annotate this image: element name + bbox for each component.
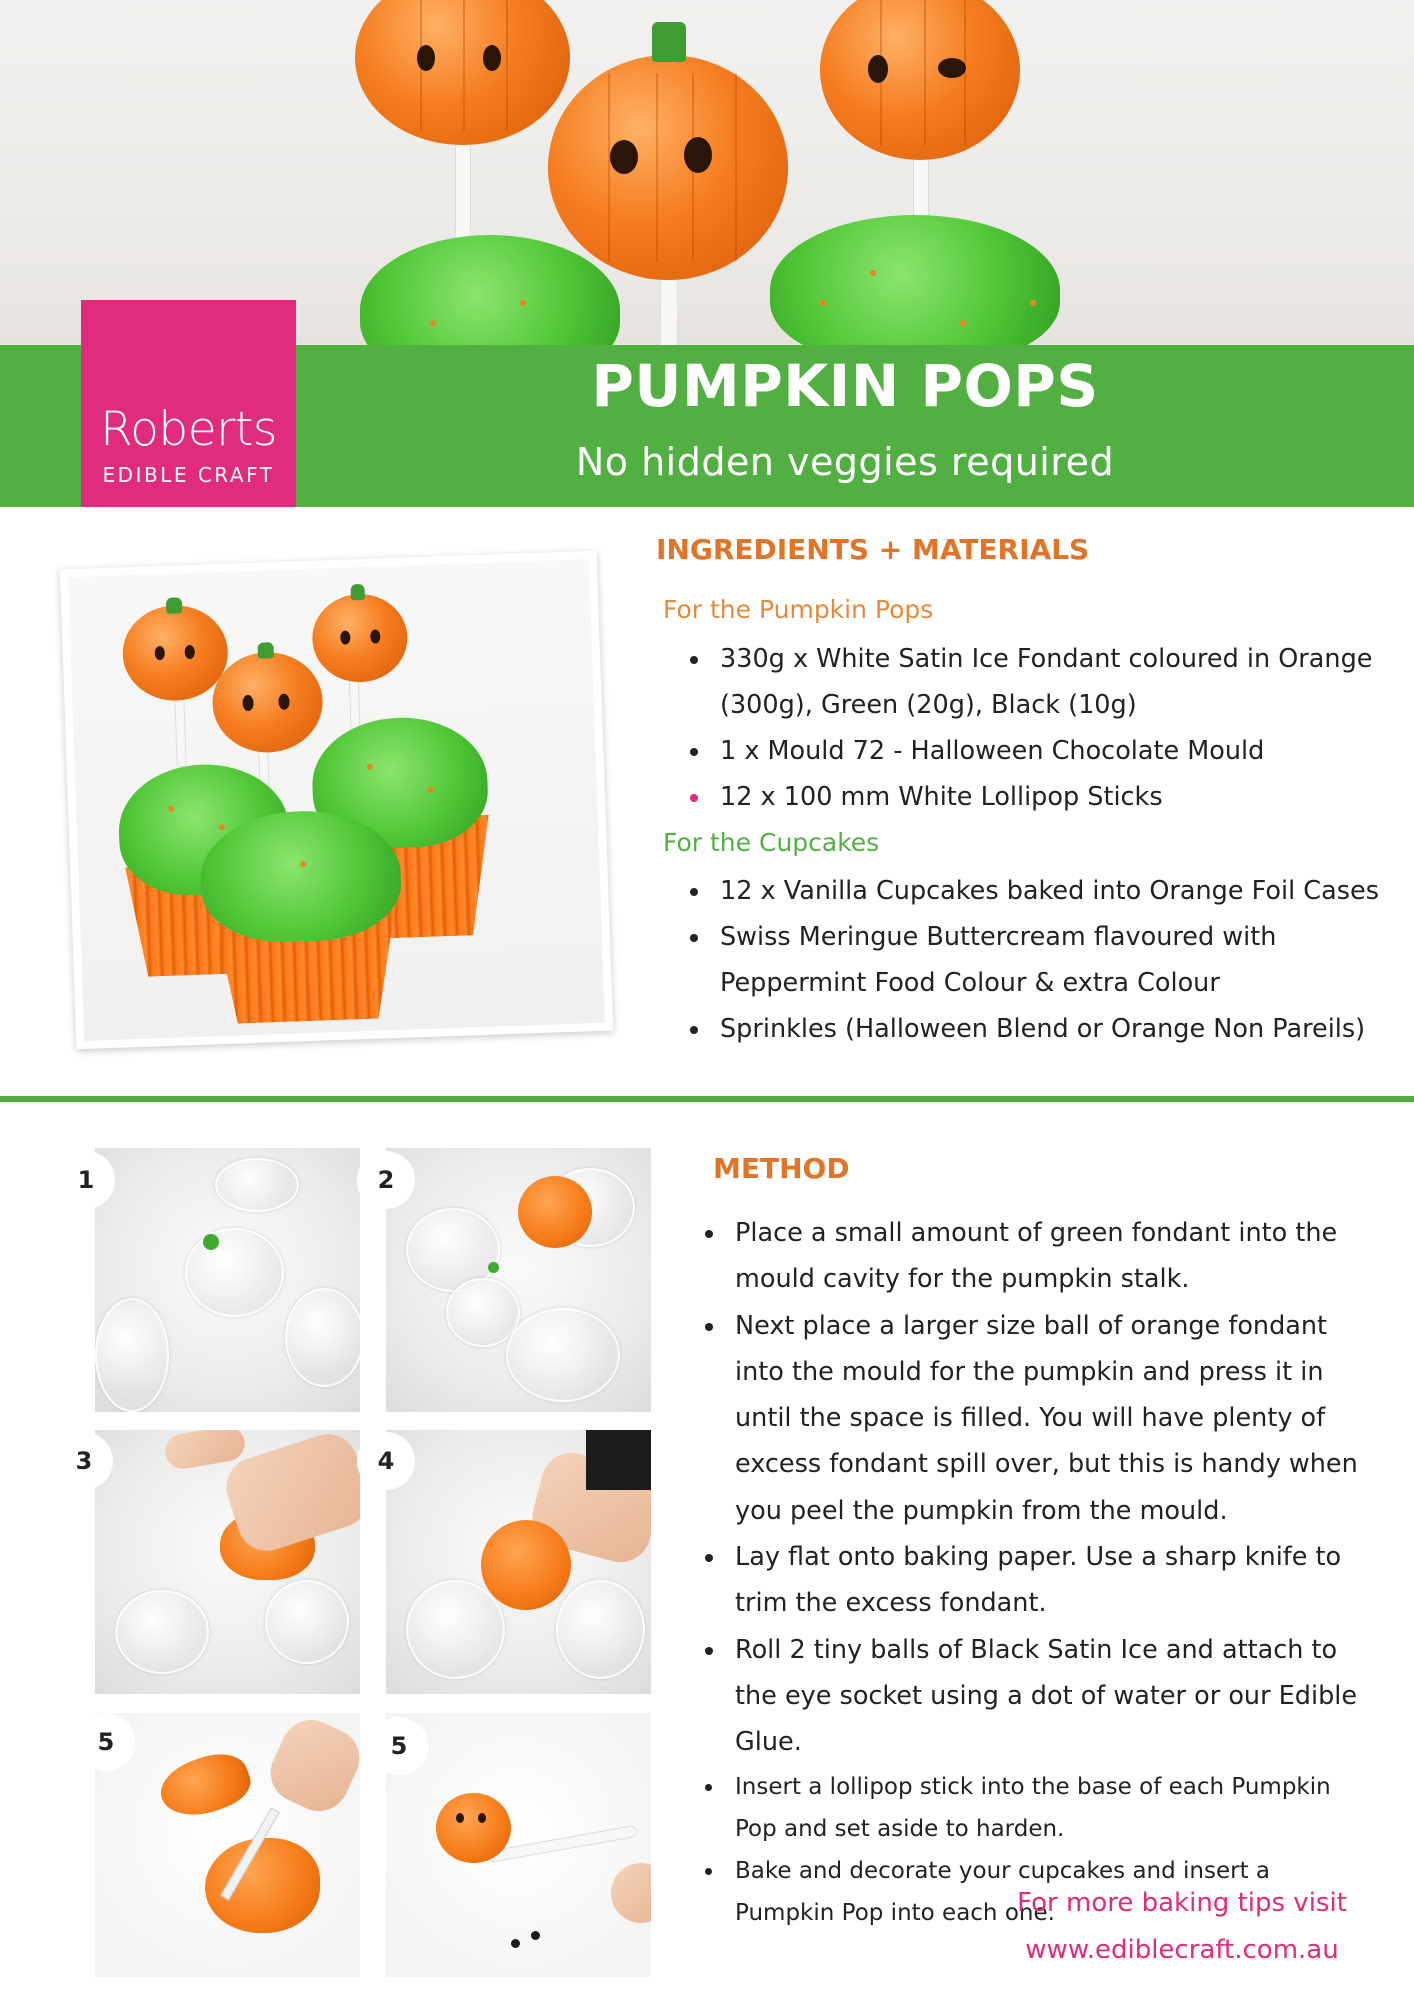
brand-logo — [81, 300, 296, 507]
list-item: 12 x 100 mm White Lollipop Sticks — [690, 774, 1380, 820]
step-number-badge: 1 — [57, 1151, 115, 1209]
step-photo-2 — [386, 1148, 651, 1412]
bullet-icon — [690, 656, 698, 664]
list-item: Roll 2 tiny balls of Black Satin Ice and attach to the eye socket using a dot of water or our Edible Glue. — [705, 1627, 1375, 1766]
footer-tips-text: For more baking tips visit — [1017, 1888, 1347, 1918]
step-number-badge: 5 — [370, 1717, 428, 1775]
list-item: Next place a larger size ball of orange fondant into the mould for the pumpkin and press it in until the space is filled. You will have plenty of excess fondant spill over, but this is handy when you peel the pumpkin from the mould. — [705, 1303, 1375, 1534]
step-photo-4 — [386, 1430, 651, 1694]
page-subtitle: No hidden veggies required — [575, 440, 1115, 484]
step-number-badge: 4 — [357, 1432, 415, 1490]
method-list — [705, 1210, 1375, 1934]
footer-website-link[interactable]: www.ediblecraft.com.au — [1025, 1935, 1339, 1965]
list-item: Bake and decorate your cupcakes and insert a Pumpkin Pop into each one. — [705, 1850, 1375, 1934]
list-item: Lay flat onto baking paper. Use a sharp knife to trim the excess fondant. — [705, 1534, 1375, 1627]
bullet-icon — [705, 1230, 713, 1238]
list-item: 12 x Vanilla Cupcakes baked into Orange Foil Cases — [690, 868, 1380, 914]
step-photo-3 — [95, 1430, 360, 1694]
bullet-icon — [705, 1554, 713, 1562]
list-item: 330g x White Satin Ice Fondant coloured in Orange (300g), Green (20g), Black (10g) — [690, 636, 1380, 728]
cupcakes-subheading: For the Cupcakes — [663, 828, 880, 857]
list-item: 1 x Mould 72 - Halloween Chocolate Mould — [690, 728, 1380, 774]
bullet-icon — [690, 1026, 698, 1034]
pumpkin-pops-subheading: For the Pumpkin Pops — [663, 595, 934, 624]
brand-name: Roberts — [100, 402, 277, 457]
bullet-icon — [705, 1784, 712, 1791]
step-number-badge: 3 — [55, 1432, 113, 1490]
ingredients-heading: INGREDIENTS + MATERIALS — [656, 533, 1090, 566]
bullet-icon — [690, 888, 698, 896]
step-photo-1 — [95, 1148, 360, 1412]
step-number-badge: 2 — [357, 1151, 415, 1209]
bullet-icon — [705, 1868, 712, 1875]
bullet-icon — [690, 794, 698, 802]
method-heading: METHOD — [713, 1152, 850, 1185]
list-item: Sprinkles (Halloween Blend or Orange Non Pareils) — [690, 1006, 1380, 1052]
list-item: Place a small amount of green fondant into the mould cavity for the pumpkin stalk. — [705, 1210, 1375, 1303]
bullet-icon — [690, 748, 698, 756]
step-number-badge: 5 — [77, 1713, 135, 1771]
list-item: Insert a lollipop stick into the base of each Pumpkin Pop and set aside to harden. — [705, 1766, 1375, 1850]
bullet-icon — [705, 1323, 713, 1331]
pumpkin-pops-ingredient-list — [690, 636, 1380, 820]
list-item: Swiss Meringue Buttercream flavoured with Peppermint Food Colour & extra Colour — [690, 914, 1380, 1006]
cupcakes-photo — [60, 551, 613, 1049]
section-divider — [0, 1096, 1414, 1102]
bullet-icon — [705, 1647, 713, 1655]
step-photo-5 — [95, 1713, 360, 1977]
page-title: PUMPKIN POPS — [591, 352, 1099, 420]
cupcakes-ingredient-list — [690, 868, 1380, 1052]
brand-tagline: EDIBLE CRAFT — [102, 463, 275, 487]
hero-photo — [0, 0, 1414, 345]
bullet-icon — [690, 934, 698, 942]
